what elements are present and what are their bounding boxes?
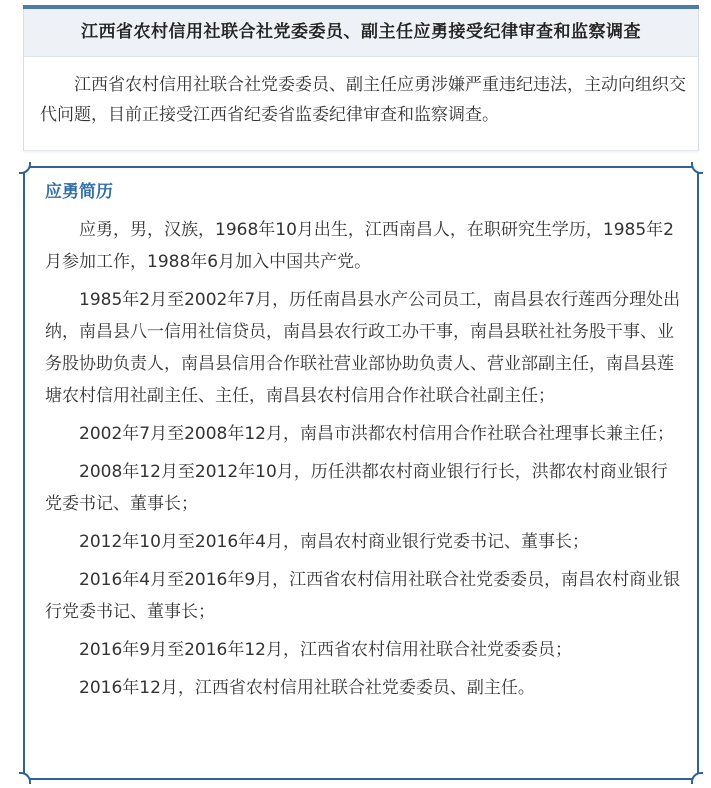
- bio-paragraph: 2016年4月至2016年9月，江西省农村信用社联合社党委委员，南昌农村商业银行党委书记、董事长；: [45, 570, 681, 622]
- card-shadow: [24, 150, 698, 154]
- bio-paragraph: 2016年9月至2016年12月，江西省农村信用社联合社党委委员；: [79, 640, 572, 660]
- corner-ornament: [691, 162, 703, 174]
- corner-ornament: [19, 772, 31, 784]
- bio-paragraph: 2012年10月至2016年4月，南昌农村商业银行党委书记、董事长；: [79, 532, 589, 552]
- bio-paragraph: 应勇，男，汉族，1968年10月出生，江西南昌人，在职研究生学历，1985年2月参加工作，1988年6月加入中国共产党。: [45, 220, 674, 272]
- summary-paragraph: 江西省农村信用社联合社党委委员、副主任应勇涉嫌严重违纪违法，主动向组织交代问题，目前正接受江西省纪委省监委纪律审查和监察调查。: [40, 75, 686, 125]
- article-title: 江西省农村信用社联合社党委委员、副主任应勇接受纪律审查和监察调查: [81, 22, 641, 42]
- biography-box: [23, 166, 699, 780]
- bio-paragraph: 2016年12月，江西省农村信用社联合社党委委员、副主任。: [79, 678, 535, 698]
- bio-paragraph: 2008年12月至2012年10月，历任洪都农村商业银行行长，洪都农村商业银行党委书记、董事长；: [45, 462, 668, 514]
- article-header-card: [23, 5, 699, 151]
- corner-ornament: [19, 162, 31, 174]
- biography-content: [45, 214, 683, 710]
- bio-paragraph: 1985年2月至2002年7月，历任南昌县水产公司员工，南昌县农行莲西分理处出纳，南昌县八一信用社信贷员，南昌县农行政工办干事，南昌县联社社务股干事、业务股协助负责人，南昌县信用合作联社营业部协助负责人、营业部副主任，南昌县莲塘农村信用社副主任、主任，南昌县农村信用合作社联合社副主任；: [45, 290, 681, 406]
- bio-paragraph: 2002年7月至2008年12月，南昌市洪都农村信用合作社联合社理事长兼主任；: [79, 424, 674, 444]
- article-summary: [40, 70, 688, 130]
- biography-heading: 应勇简历: [45, 182, 113, 202]
- corner-ornament: [691, 772, 703, 784]
- title-bar: [24, 9, 698, 57]
